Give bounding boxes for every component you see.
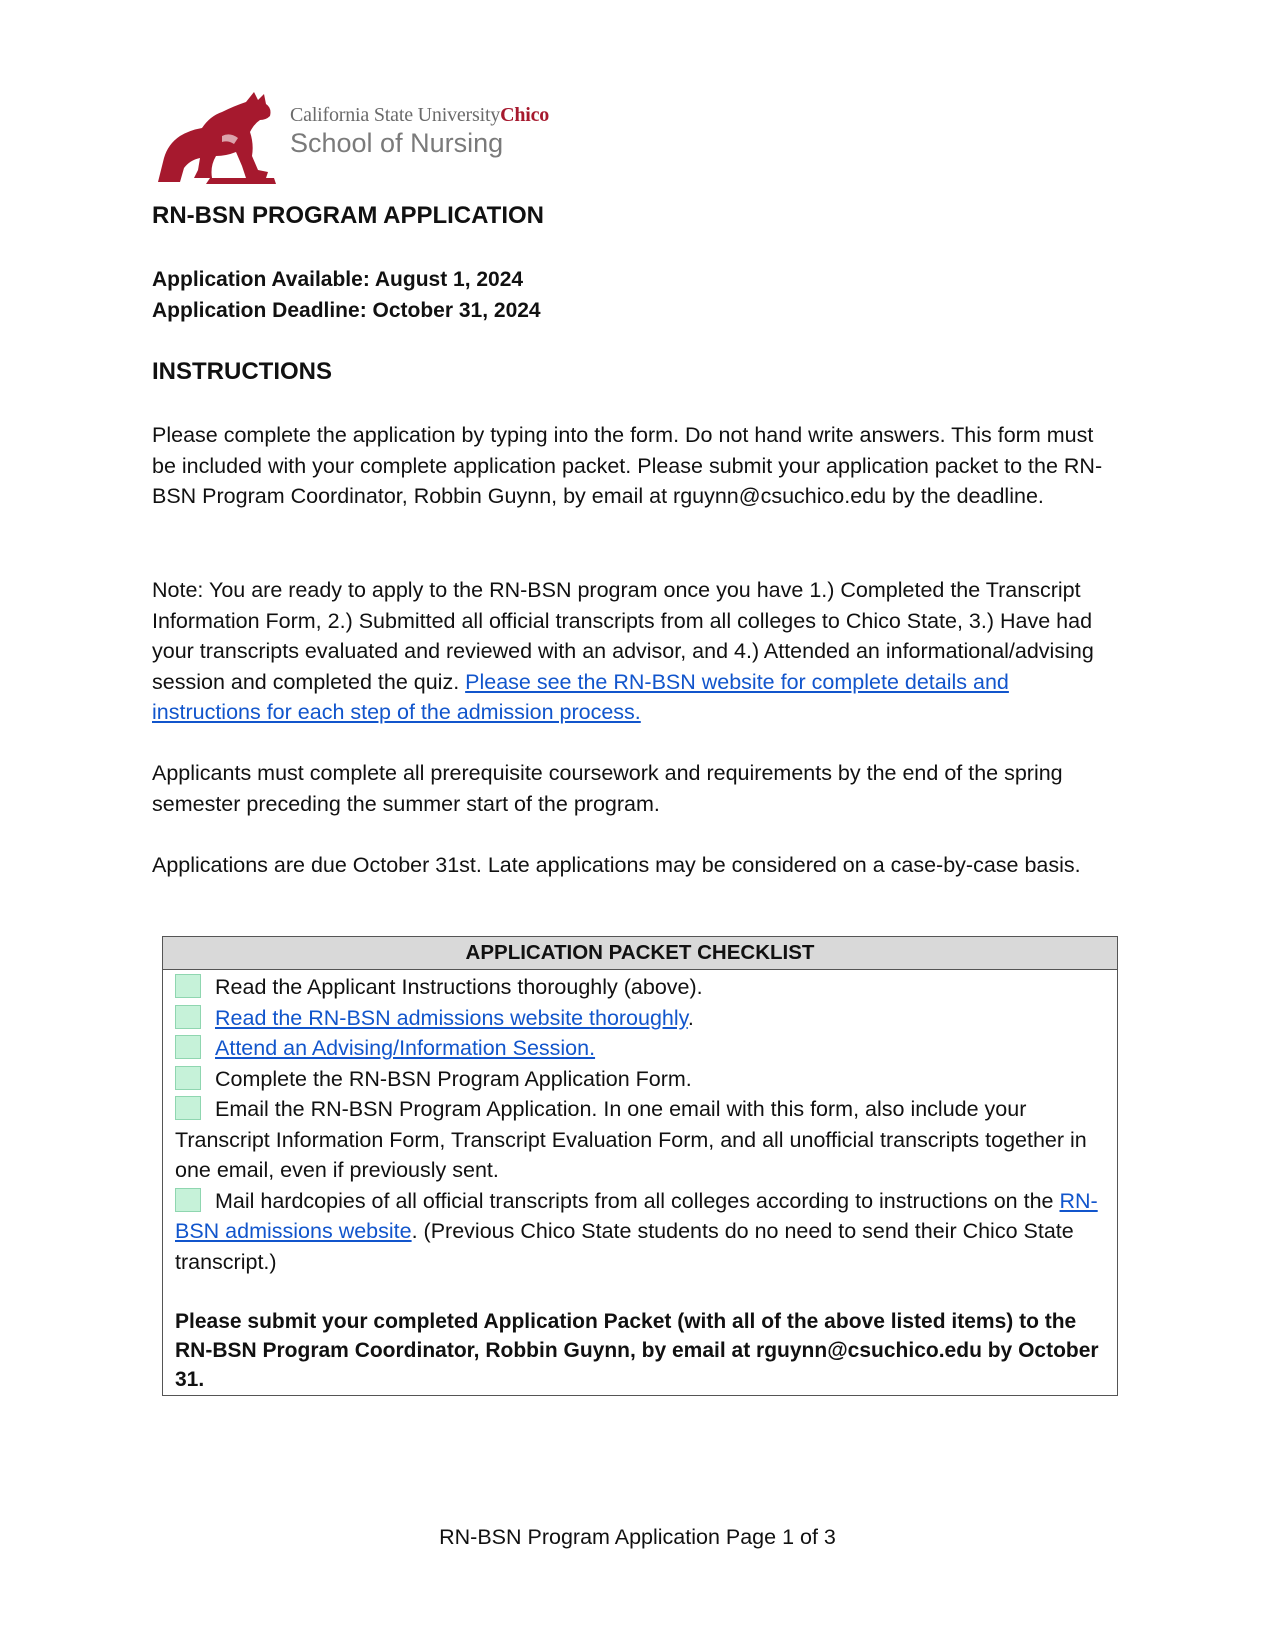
school-name: School of Nursing [290,128,504,158]
instructions-paragraph-1: Please complete the application by typing into the form. Do not hand write answers. This form must be included with your complete application packet. Please submit your application packet to the RN-BSN Program Coordinator, Robbin Guynn, by email at rguynn@csuchico.edu by the deadline. [152,423,1103,508]
university-name: California State UniversityChico [290,104,550,126]
checklist-item: Read the Applicant Instructions thoroughly (above). [175,972,1105,1003]
wildcat-mascot-icon [150,86,278,186]
checklist-heading: APPLICATION PACKET CHECKLIST [163,937,1117,970]
checklist-item: Mail hardcopies of all official transcripts from all colleges according to instructions on the RN-BSN admissions website. (Previous Chico State students do no need to send their Chico State transcript.) [175,1188,1098,1274]
checklist-item [175,1033,1105,1064]
checkbox[interactable] [175,1096,201,1120]
instructions-heading: INSTRUCTIONS [152,358,332,385]
checkbox[interactable] [175,1066,201,1090]
application-dates [152,264,541,326]
deadline-date: Application Deadline: October 31, 2024 [152,299,541,322]
university-logo [150,86,590,186]
document-title: RN-BSN PROGRAM APPLICATION [152,202,544,229]
instructions-paragraph-2 [152,575,1112,728]
submission-note: Please submit your completed Application Packet (with all of the above listed items) to the RN-BSN Program Coordinator, Robbin Guynn, by email at rguynn@csuchico.edu by October 31. [175,1310,1099,1391]
advising-session-link[interactable]: Attend an Advising/Information Session. [215,1036,596,1060]
note-text: Note: You are ready to apply to the RN-BSN program once you have 1.) Completed the Transcript Information Form, 2.) Submitted all official transcripts from all colleges to Chico State, 3.) Have had your transcripts evaluated and reviewed with an advisor, and 4.) Attended an informational/advising session and completed the quiz. [152,578,1094,694]
checklist-body [163,970,1117,1394]
checklist-item: Read the RN-BSN admissions website thoroughly. [175,1003,1105,1034]
checklist-item: Complete the RN-BSN Program Application Form. [175,1064,1105,1095]
application-checklist [162,936,1118,1396]
rn-bsn-website-link[interactable]: Please see the RN-BSN website for complete details and instructions for each step of the admission process. [152,669,1009,724]
instructions-paragraph-3: Applicants must complete all prerequisite coursework and requirements by the end of the spring semester preceding the summer start of the program. [152,761,1063,816]
page-footer: RN-BSN Program Application Page 1 of 3 [439,1525,836,1549]
instructions-paragraph-4: Applications are due October 31st. Late applications may be considered on a case-by-case basis. [152,853,1081,877]
checkbox[interactable] [175,1005,201,1029]
checkbox[interactable] [175,1035,201,1059]
available-date: Application Available: August 1, 2024 [152,268,524,291]
checklist-item: Email the RN-BSN Program Application. In one email with this form, also include your Transcript Information Form, Transcript Evaluation Form, and all unofficial transcripts together in one email, even if previously sent. [175,1097,1087,1182]
admissions-website-link[interactable]: RN-BSN admissions website [175,1188,1098,1243]
checkbox[interactable] [175,1188,201,1212]
admissions-website-link[interactable]: Read the RN-BSN admissions website thoroughly [215,1005,688,1030]
checkbox[interactable] [175,974,201,998]
